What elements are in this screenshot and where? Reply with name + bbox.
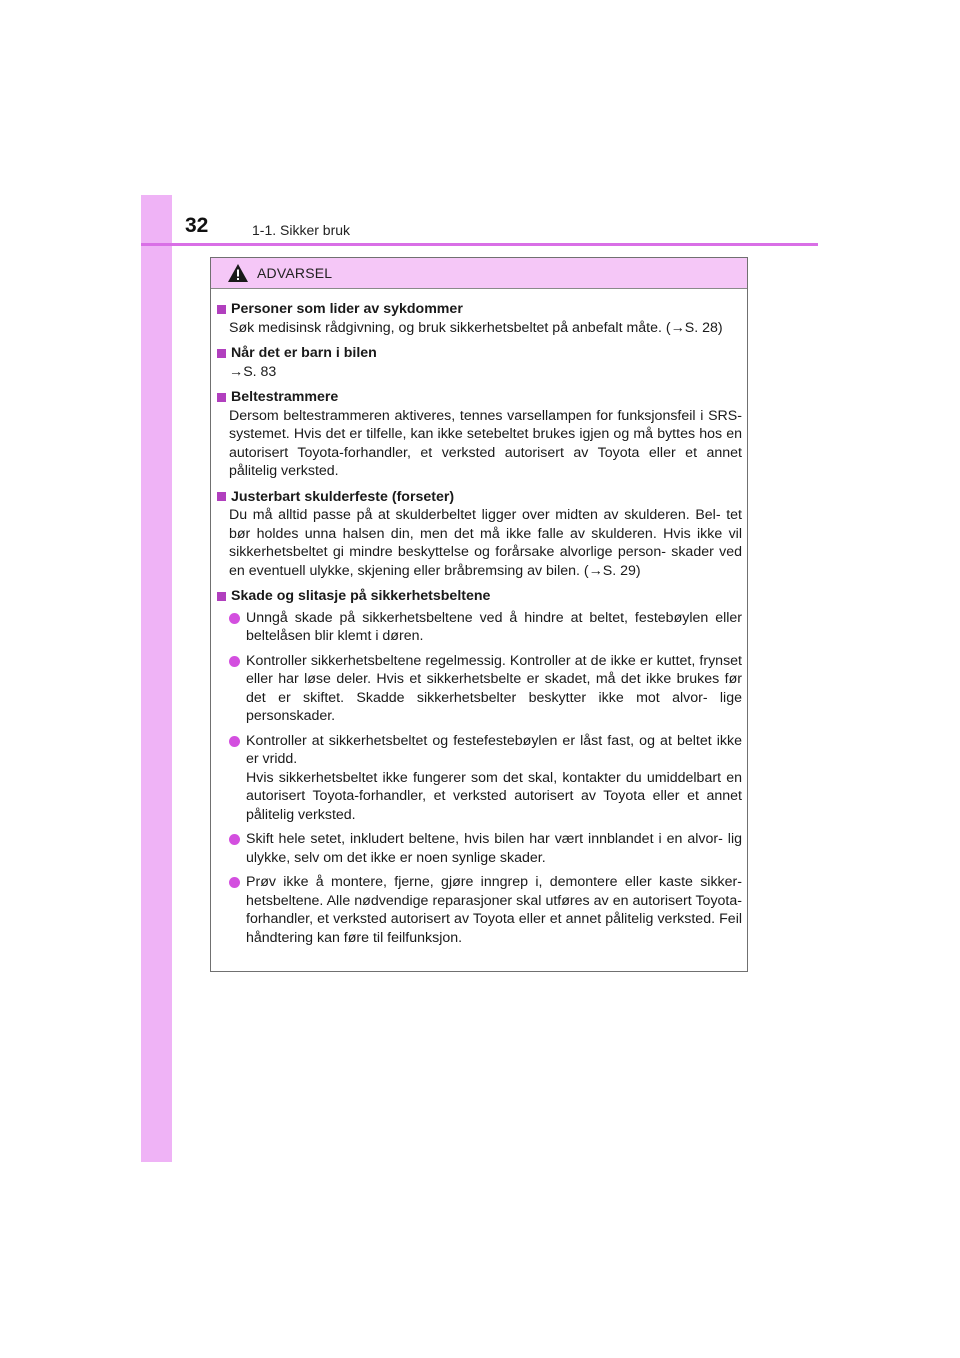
list-item (229, 732, 742, 825)
square-bullet-icon (217, 393, 226, 402)
header-rule (141, 243, 818, 246)
warning-label: ADVARSEL (257, 265, 333, 281)
circle-bullet-icon (229, 736, 240, 747)
bullet-text: Prøv ikke å montere, fjerne, gjøre inngrep i, demontere eller kaste sikker- hetsbeltene. Alle nødvendige reparasjoner skal utføres av en autorisert Toyota-forhandler, et verksted autorisert av Toyota eller et annet pålitelig verksted. Feil håndtering kan føre til feilfunksjon. (246, 874, 742, 946)
topic-children (216, 344, 742, 381)
list-item (229, 609, 742, 646)
topic-title: Beltestrammere (231, 389, 339, 405)
topic-text: Dersom beltestrammeren aktiveres, tennes varsellampen for funksjonsfeil i SRS-systemet. Hvis det er tilfelle, kan ikke setebeltet brukes igjen og må byttes hos en autorisert Toyota-forhandler, et verksted autorisert av Toyota eller et annet pålitelig verksted. (229, 407, 742, 479)
circle-bullet-icon (229, 613, 240, 624)
topic-damage (216, 587, 742, 947)
topic-illness (216, 300, 742, 337)
page-number: 32 (185, 214, 209, 237)
circle-bullet-icon (229, 656, 240, 667)
square-bullet-icon (217, 305, 226, 314)
list-item (229, 652, 742, 726)
topic-shoulder-anchor (216, 488, 742, 581)
topic-pretensioners (216, 388, 742, 481)
section-title: 1-1. Sikker bruk (252, 222, 351, 238)
topic-text: Du må alltid passe på at skulderbeltet ligger over midten av skulderen. Bel- tet bør holdes unna halsen din, men det må ikke falle av skulderen. Hvis ikke vil sikkerhetsbeltet gi mindre beskyttelse og forårsake alvorlige person- skader ved en eventuell ulykke, skjening eller bråbremsing av bilen. (→S. 29) (229, 507, 742, 579)
bullet-text: Unngå skade på sikkerhetsbeltene ved å hindre at beltet, festebøylen eller beltelåsen blir klemt i døren. (246, 609, 742, 644)
bullet-text: Kontroller at sikkerhetsbeltet og festefestebøylen er låst fast, og at beltet ikke er vridd. Hvis sikkerhetsbeltet ikke fungerer som det skal, kontakter du umiddelbart en autorisert Toyota-forhandler, et verksted autorisert av Toyota eller et annet pålitelig verksted. (246, 732, 742, 823)
topic-text: Søk medisinsk rådgivning, og bruk sikkerhetsbeltet på anbefalt måte. (→S. 28) (229, 319, 723, 336)
topic-title: Justerbart skulderfeste (forseter) (231, 488, 455, 505)
square-bullet-icon (217, 592, 226, 601)
warning-body (211, 289, 747, 947)
square-bullet-icon (217, 492, 226, 501)
topic-title: Personer som lider av sykdommer (231, 301, 463, 317)
circle-bullet-icon (229, 877, 240, 888)
topic-title: Skade og slitasje på sikkerhetsbeltene (231, 588, 491, 604)
circle-bullet-icon (229, 834, 240, 845)
topic-title: Når det er barn i bilen (231, 345, 377, 361)
warning-triangle-icon (227, 263, 249, 283)
warning-box (210, 257, 748, 972)
bullet-text: Skift hele setet, inkludert beltene, hvis bilen har vært innblandet i en alvor- lig ulykke, selv om det ikke er noen synlige skader. (246, 831, 742, 866)
square-bullet-icon (217, 349, 226, 358)
list-item (229, 830, 742, 867)
warning-header (211, 258, 747, 289)
list-item (229, 873, 742, 947)
bullet-text: Kontroller sikkerhetsbeltene regelmessig. Kontroller at de ikke er kuttet, frynset eller har løse deler. Hvis et sikkerhetsbelte er skadet, må det ikke brukes før det er skiftet. Skadde sikkerhetsbelter beskytter ikke mot alvor- lige personskader. (246, 652, 742, 724)
side-strip (141, 195, 172, 1162)
topic-text: →S. 83 (229, 363, 277, 380)
